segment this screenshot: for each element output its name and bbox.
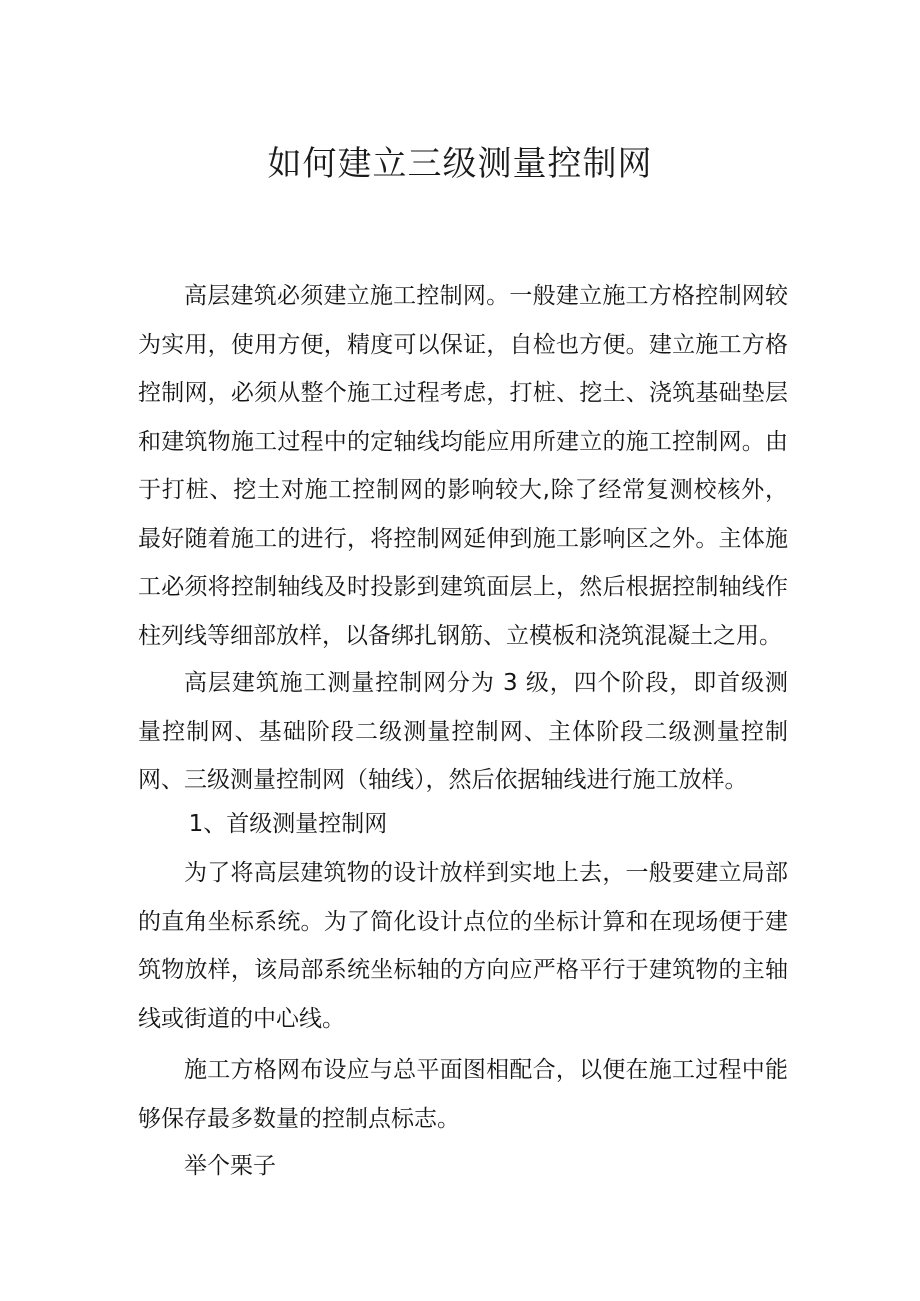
paragraph-intro: 高层建筑必须建立施工控制网。一般建立施工方格控制网较为实用，使用方便，精度可以保证，自检也方便。建立施工方格控制网，必须从整个施工过程考虑，打桩、挖土、浇筑基础垫层和建筑物施工过程中的定轴线均能应用所建立的施工控制网。由于打桩、挖土对施工控制网的影响较大,除了经常复测校核外，最好随着施工的进行，将控制网延伸到施工影响区之外。主体施工必须将控制轴线及时投影到建筑面层上，然后根据控制轴线作柱列线等细部放样，以备绑扎钢筋、立模板和浇筑混凝土之用。 <box>138 283 788 649</box>
paragraph-example: 举个栗子 <box>184 1153 276 1179</box>
paragraph-coordinate-system: 为了将高层建筑物的设计放样到实地上去，一般要建立局部的直角坐标系统。为了简化设计点位的坐标计算和在现场便于建筑物放样，该局部系统坐标轴的方向应严格平行于建筑物的主轴线或街道的中心线。 <box>138 860 788 1032</box>
section-heading-first-level: 1、首级测量控制网 <box>188 811 388 837</box>
paragraph-grid-layout: 施工方格网布设应与总平面图相配合，以便在施工过程中能够保存最多数量的控制点标志。 <box>138 1057 788 1132</box>
page-title: 如何建立三级测量控制网 <box>267 144 653 184</box>
paragraph-levels: 高层建筑施工测量控制网分为 3 级，四个阶段，即首级测量控制网、基础阶段二级测量控制网、主体阶段二级测量控制网、三级测量控制网（轴线），然后依据轴线进行施工放样。 <box>138 670 788 793</box>
